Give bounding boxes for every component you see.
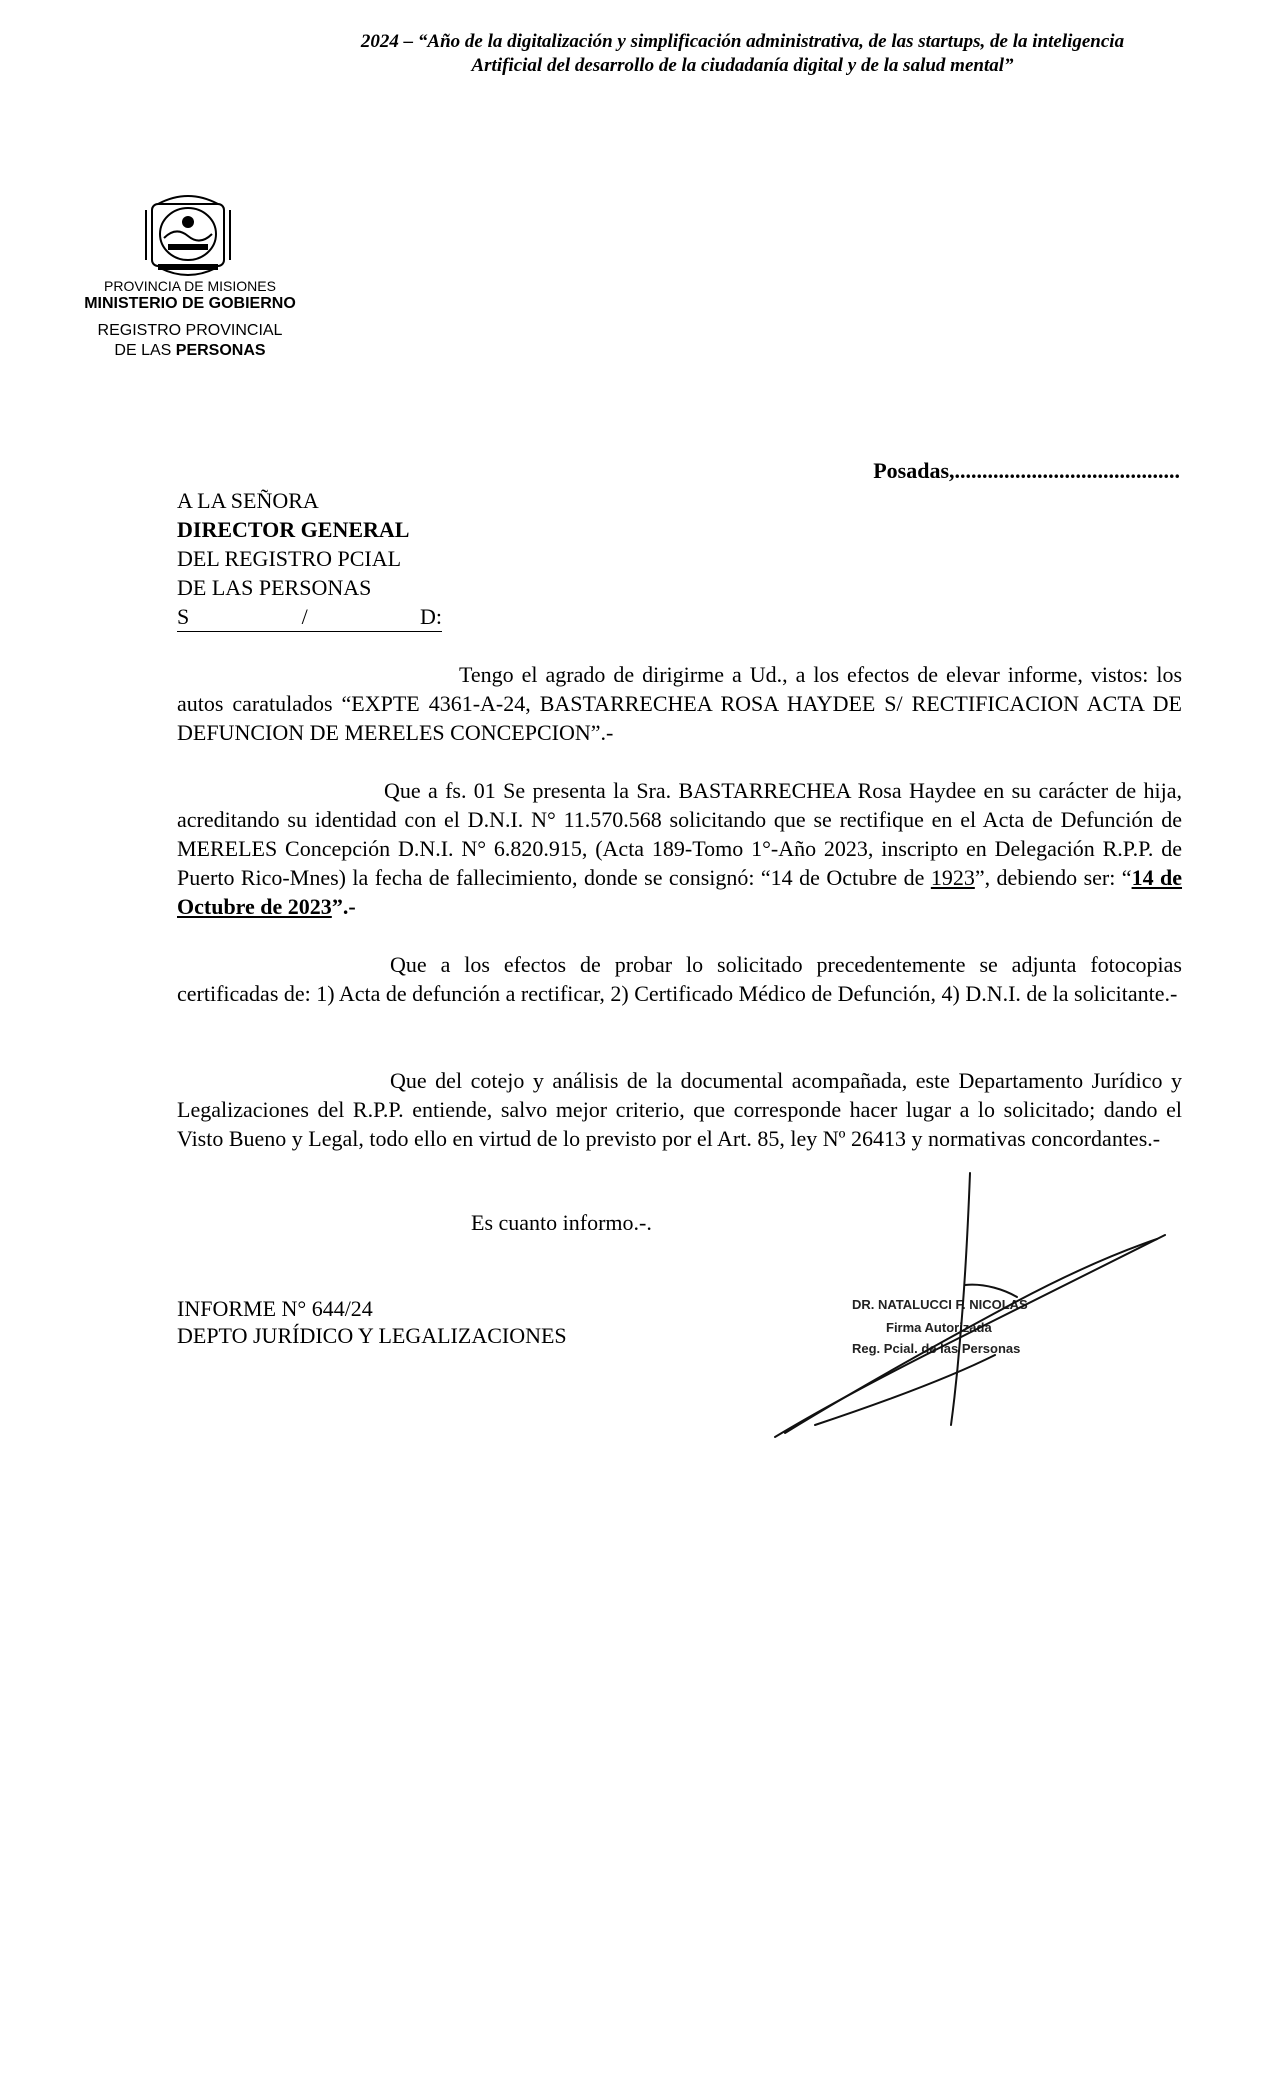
sd-s: S <box>177 604 190 629</box>
org-registry-sub-b: PERSONAS <box>175 342 266 359</box>
sd-slash: / <box>301 604 308 629</box>
paragraph-4: Que del cotejo y análisis de la documental acompañada, este Departamento Jurídico y Legalizaciones del R.P.P. entiende, salvo mejor criterio, que corresponde hacer lugar a lo solicitado; dando el Visto Bueno y Legal, todo ello en virtud de lo previsto por el Art. 85, ley Nº 26413 y normativas concordantes.- <box>177 1068 1182 1151</box>
paragraph-2-mid: ”, debiendo ser: “ <box>974 865 1132 890</box>
report-number: INFORME N° 644/24 <box>177 1296 373 1321</box>
provincial-seal-icon <box>138 186 238 282</box>
paragraph-1: Tengo el agrado de dirigirme a Ud., a los efectos de elevar informe, vistos: los autos caratulados “EXPTE 4361-A-24, BASTARRECHEA ROSA HAYDEE S/ RECTIFICACION ACTA DE DEFUNCION DE MERELES CONCEPCION”.- <box>177 662 1182 745</box>
correct-date: 14 de Octubre de 2023 <box>177 865 1183 919</box>
addressee-sd <box>177 602 442 632</box>
motto-line-2: Artificial del desarrollo de la ciudadanía digital y de la salud mental” <box>471 55 1014 76</box>
paragraph-3: Que a los efectos de probar lo solicitado precedentemente se adjunta fotocopias certificadas de: 1) Acta de defunción a rectificar, 2) Certificado Médico de Defunción, 4) D.N.I. de la solicitante.- <box>177 952 1182 1006</box>
motto-line-1: 2024 – “Año de la digitalización y simplificación administrativa, de las startups, de la inteligencia <box>360 31 1125 52</box>
paragraph-2-text: Que a fs. 01 Se presenta la Sra. BASTARRECHEA Rosa Haydee en su carácter de hija, acreditando su identidad con el D.N.I. N° 11.570.568 solicitando que se rectifique en el Acta de Defunción de MERELES Concepción D.N.I. N° 6.820.915, (Acta 189-Tomo 1°-Año 2023, inscripto en Delegación R.P.P. de Puerto Rico-Mnes) la fecha de fallecimiento, donde se consignó: “14 de Octubre de <box>177 778 1182 890</box>
wrong-year: 1923 <box>930 865 975 890</box>
addressee-line-2: DIRECTOR GENERAL <box>177 517 410 542</box>
addressee-line-4: DE LAS PERSONAS <box>177 575 372 600</box>
department-name: DEPTO JURÍDICO Y LEGALIZACIONES <box>177 1323 567 1348</box>
stamp-title: Firma Autorizada <box>886 1320 992 1335</box>
stamp-office: Reg. Pcial. de las Personas <box>852 1341 1021 1356</box>
place-date: Posadas,......................................... <box>873 458 1180 483</box>
org-registry: REGISTRO PROVINCIAL <box>97 322 283 339</box>
addressee-line-3: DEL REGISTRO PCIAL <box>177 546 402 571</box>
addressee-line-1: A LA SEÑORA <box>177 488 319 513</box>
org-registry-sub <box>60 342 320 360</box>
paragraph-2 <box>177 776 1182 921</box>
paragraph-2-end: ”.- <box>331 894 356 919</box>
org-province: PROVINCIA DE MISIONES <box>104 278 276 294</box>
org-registry-sub-a: DE LAS <box>114 342 172 359</box>
sd-d: D: <box>420 604 442 629</box>
stamp-name: DR. NATALUCCI F. NICOLAS <box>852 1297 1028 1312</box>
header-motto <box>300 30 1185 78</box>
org-ministry: MINISTERIO DE GOBIERNO <box>84 295 296 312</box>
closing-line: Es cuanto informo.-. <box>471 1210 652 1235</box>
handwritten-signature <box>755 1165 1175 1455</box>
